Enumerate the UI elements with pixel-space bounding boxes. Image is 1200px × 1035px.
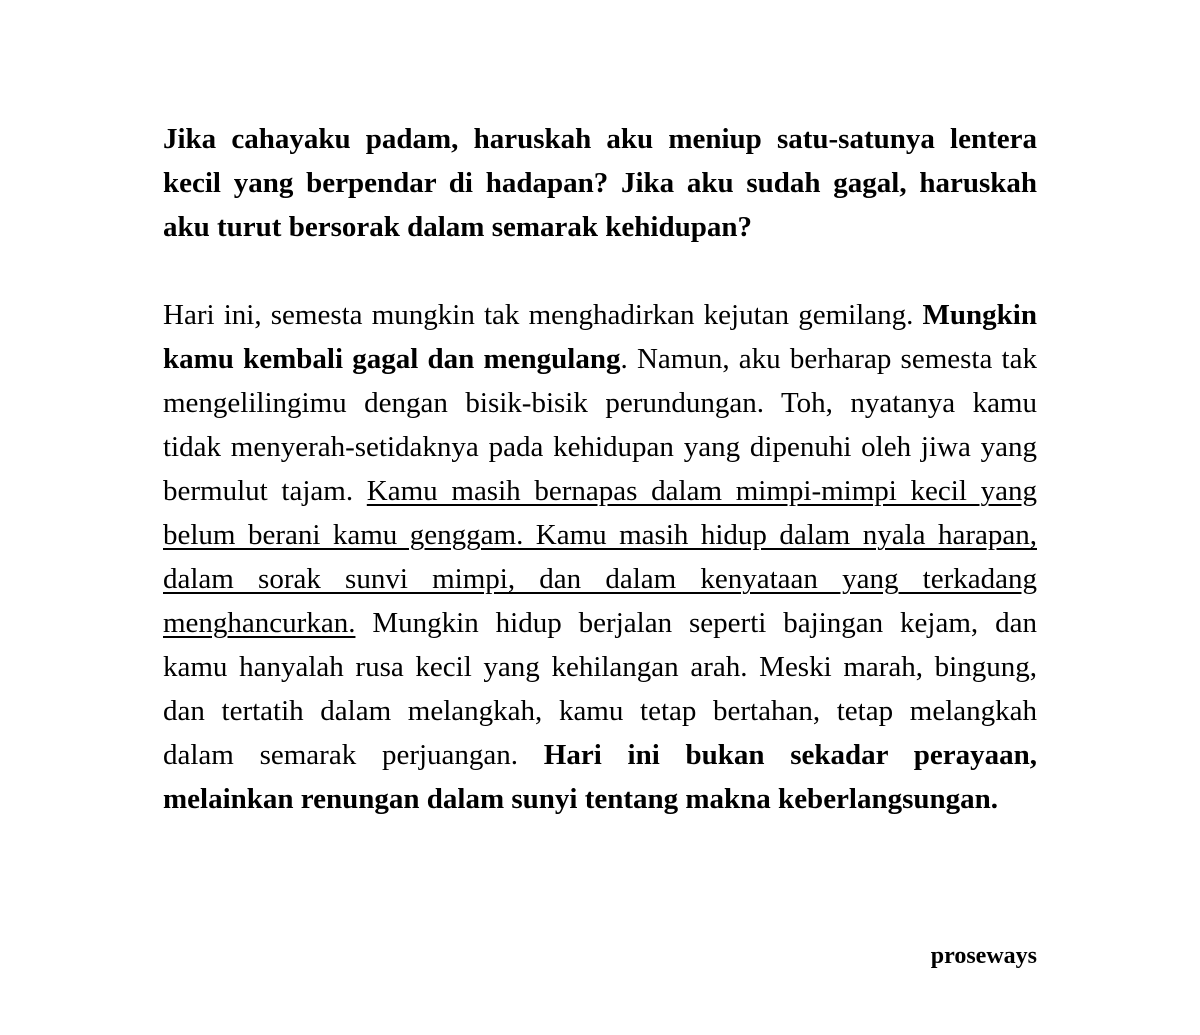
signature: proseways <box>930 943 1037 969</box>
body-bold-1: Mungkin kamu kembali gagal dan mengulang <box>163 299 1037 375</box>
body-text-3: Mungkin hidup berjalan seperti bajingan kejam, dan kamu hanyalah rusa kecil yang kehilangan arah. Meski marah, bingung, dan tertatih dalam melangkah, kamu tetap bertahan, tetap melangkah dalam semarak perjuangan. <box>163 607 1037 771</box>
body-underlined: Kamu masih bernapas dalam mimpi-mimpi kecil yang belum berani kamu genggam. Kamu masih hidup dalam nyala harapan, dalam sorak sunvi mimpi, dan dalam kenyataan yang terkadang menghancurkan. <box>163 475 1037 639</box>
body-text-1: Hari ini, semesta mungkin tak menghadirkan kejutan gemilang. <box>163 299 923 331</box>
body-bold-2: Hari ini bukan sekadar perayaan, melainkan renungan dalam sunyi tentang makna keberlangsungan. <box>163 739 1037 815</box>
body-paragraph <box>163 293 1037 821</box>
text-block <box>163 117 1037 821</box>
intro-paragraph: Jika cahayaku padam, haruskah aku meniup satu-satunya lentera kecil yang berpendar di hadapan? Jika aku sudah gagal, haruskah aku turut bersorak dalam semarak kehidupan? <box>163 123 1037 243</box>
paragraph-spacer <box>163 249 1037 293</box>
body-text-2: . Namun, aku berharap semesta tak mengelilingimu dengan bisik-bisik perundungan. Toh, nyatanya kamu tidak menyerah-setidaknya pada kehidupan yang dipenuhi oleh jiwa yang bermulut tajam. <box>163 343 1037 507</box>
